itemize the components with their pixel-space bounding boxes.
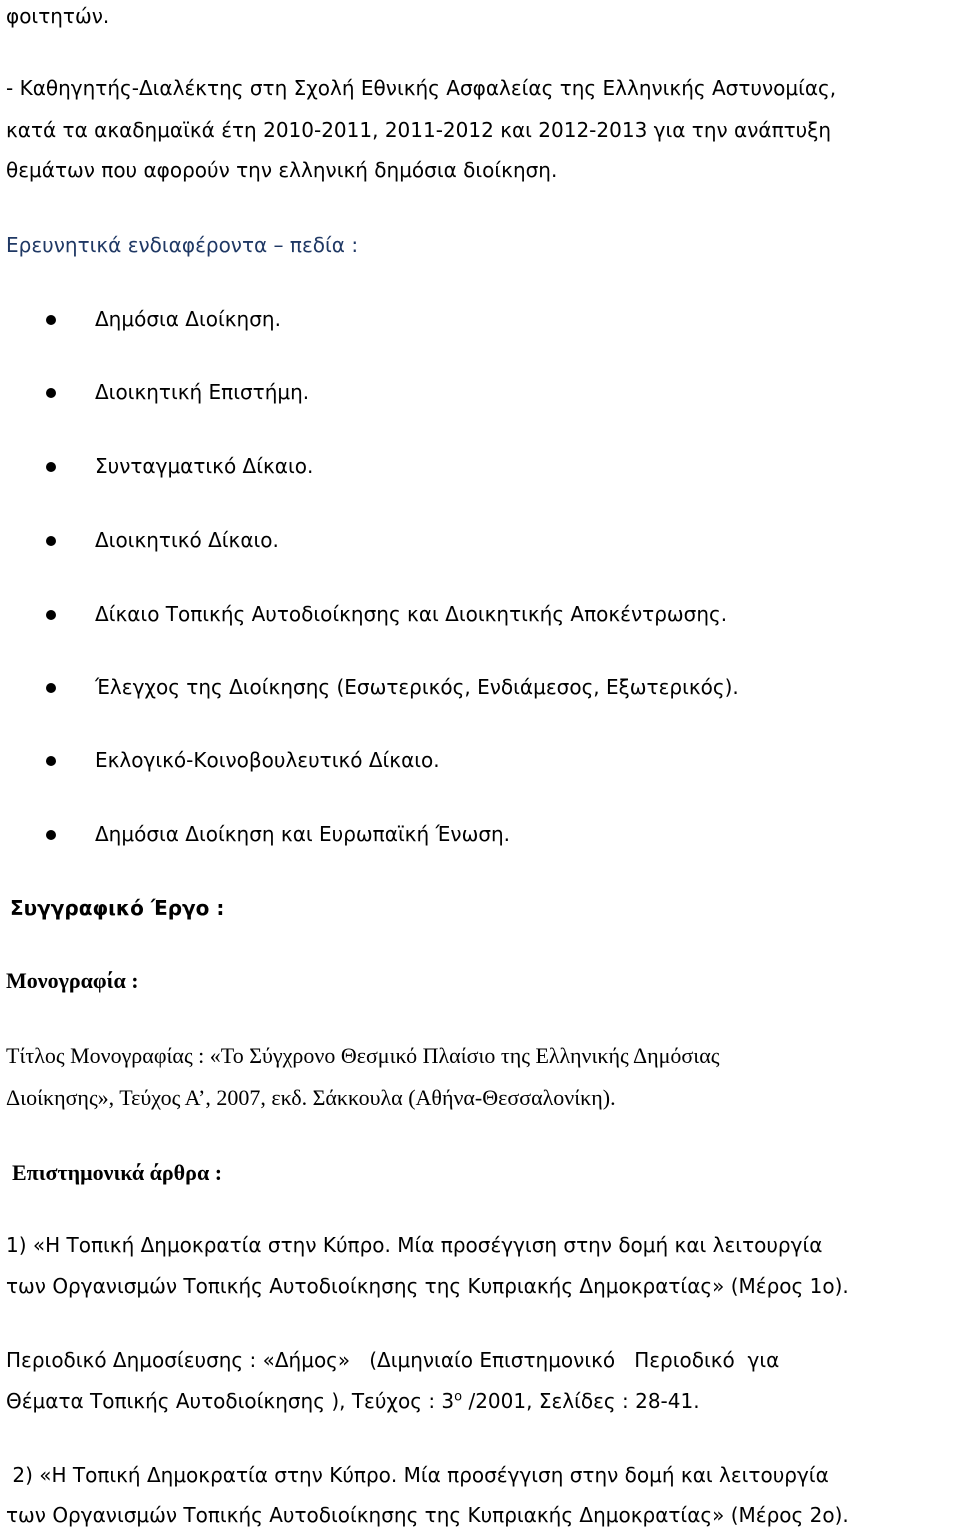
journal-line-1: Περιοδικό Δημοσίευσης : «Δήμος» (Διμηνιαίο Επιστημονικό Περιοδικό για	[6, 1348, 780, 1372]
bullet-icon	[46, 830, 56, 840]
list-item-label: Εκλογικό-Κοινοβουλευτικό Δίκαιο.	[95, 748, 440, 772]
bullet-icon	[46, 388, 56, 398]
monograph-heading: Μονογραφία :	[6, 968, 139, 993]
bullet-icon	[46, 756, 56, 766]
list-item-label: Δημόσια Διοίκηση.	[95, 307, 281, 331]
intro-line-0: φοιτητών.	[6, 4, 110, 28]
bullet-icon	[46, 536, 56, 546]
intro-line-2: κατά τα ακαδημαϊκά έτη 2010-2011, 2011-2012 και 2012-2013 για την ανάπτυξη	[6, 118, 832, 142]
list-item-label: Διοικητικό Δίκαιο.	[95, 528, 279, 552]
monograph-title-line-1: Τίτλος Μονογραφίας : «Το Σύγχρονο Θεσμικό Πλαίσιο της Ελληνικής Δημόσιας	[6, 1043, 720, 1068]
journal-line-2-text: Θέματα Τοπικής Αυτοδιοίκησης ), Τεύχος : 3	[6, 1389, 455, 1413]
article-2-line-1: 2) «Η Τοπική Δημοκρατία στην Κύπρο. Μία προσέγγιση στην δομή και λειτουργία	[6, 1463, 829, 1487]
intro-line-1: - Καθηγητής-Διαλέκτης στη Σχολή Εθνικής Ασφαλείας της Ελληνικής Αστυνομίας,	[6, 76, 837, 100]
list-item-label: Έλεγχος της Διοίκησης (Εσωτερικός, Ενδιάμεσος, Εξωτερικός).	[95, 675, 739, 699]
articles-heading: Επιστημονικά άρθρα :	[12, 1160, 223, 1185]
list-item-label: Δημόσια Διοίκηση και Ευρωπαϊκή Ένωση.	[95, 822, 511, 846]
journal-issue-superscript: ο	[454, 1389, 463, 1405]
research-interests-heading: Ερευνητικά ενδιαφέροντα – πεδία :	[6, 233, 359, 257]
journal-line-2	[6, 1389, 700, 1413]
bullet-icon	[46, 683, 56, 693]
bullet-icon	[46, 610, 56, 620]
list-item-label: Συνταγματικό Δίκαιο.	[95, 454, 314, 478]
list-item-label: Δίκαιο Τοπικής Αυτοδιοίκησης και Διοικητικής Αποκέντρωσης.	[95, 602, 728, 626]
article-2-line-2: των Οργανισμών Τοπικής Αυτοδιοίκησης της Κυπριακής Δημοκρατίας» (Μέρος 2ο).	[6, 1503, 849, 1527]
monograph-title-line-2: Διοίκησης», Τεύχος Α’, 2007, εκδ. Σάκκουλα (Αθήνα-Θεσσαλονίκη).	[6, 1085, 616, 1110]
journal-line-2-pages: /2001, Σελίδες : 28-41.	[462, 1389, 700, 1413]
writing-heading: Συγγραφικό Έργο :	[10, 896, 225, 920]
bullet-icon	[46, 315, 56, 325]
list-item-label: Διοικητική Επιστήμη.	[95, 380, 310, 404]
intro-line-3: θεμάτων που αφορούν την ελληνική δημόσια διοίκηση.	[6, 158, 558, 182]
article-1-line-2: των Οργανισμών Τοπικής Αυτοδιοίκησης της Κυπριακής Δημοκρατίας» (Μέρος 1ο).	[6, 1274, 849, 1298]
article-1-line-1: 1) «Η Τοπική Δημοκρατία στην Κύπρο. Μία προσέγγιση στην δομή και λειτουργία	[6, 1233, 823, 1257]
bullet-icon	[46, 462, 56, 472]
